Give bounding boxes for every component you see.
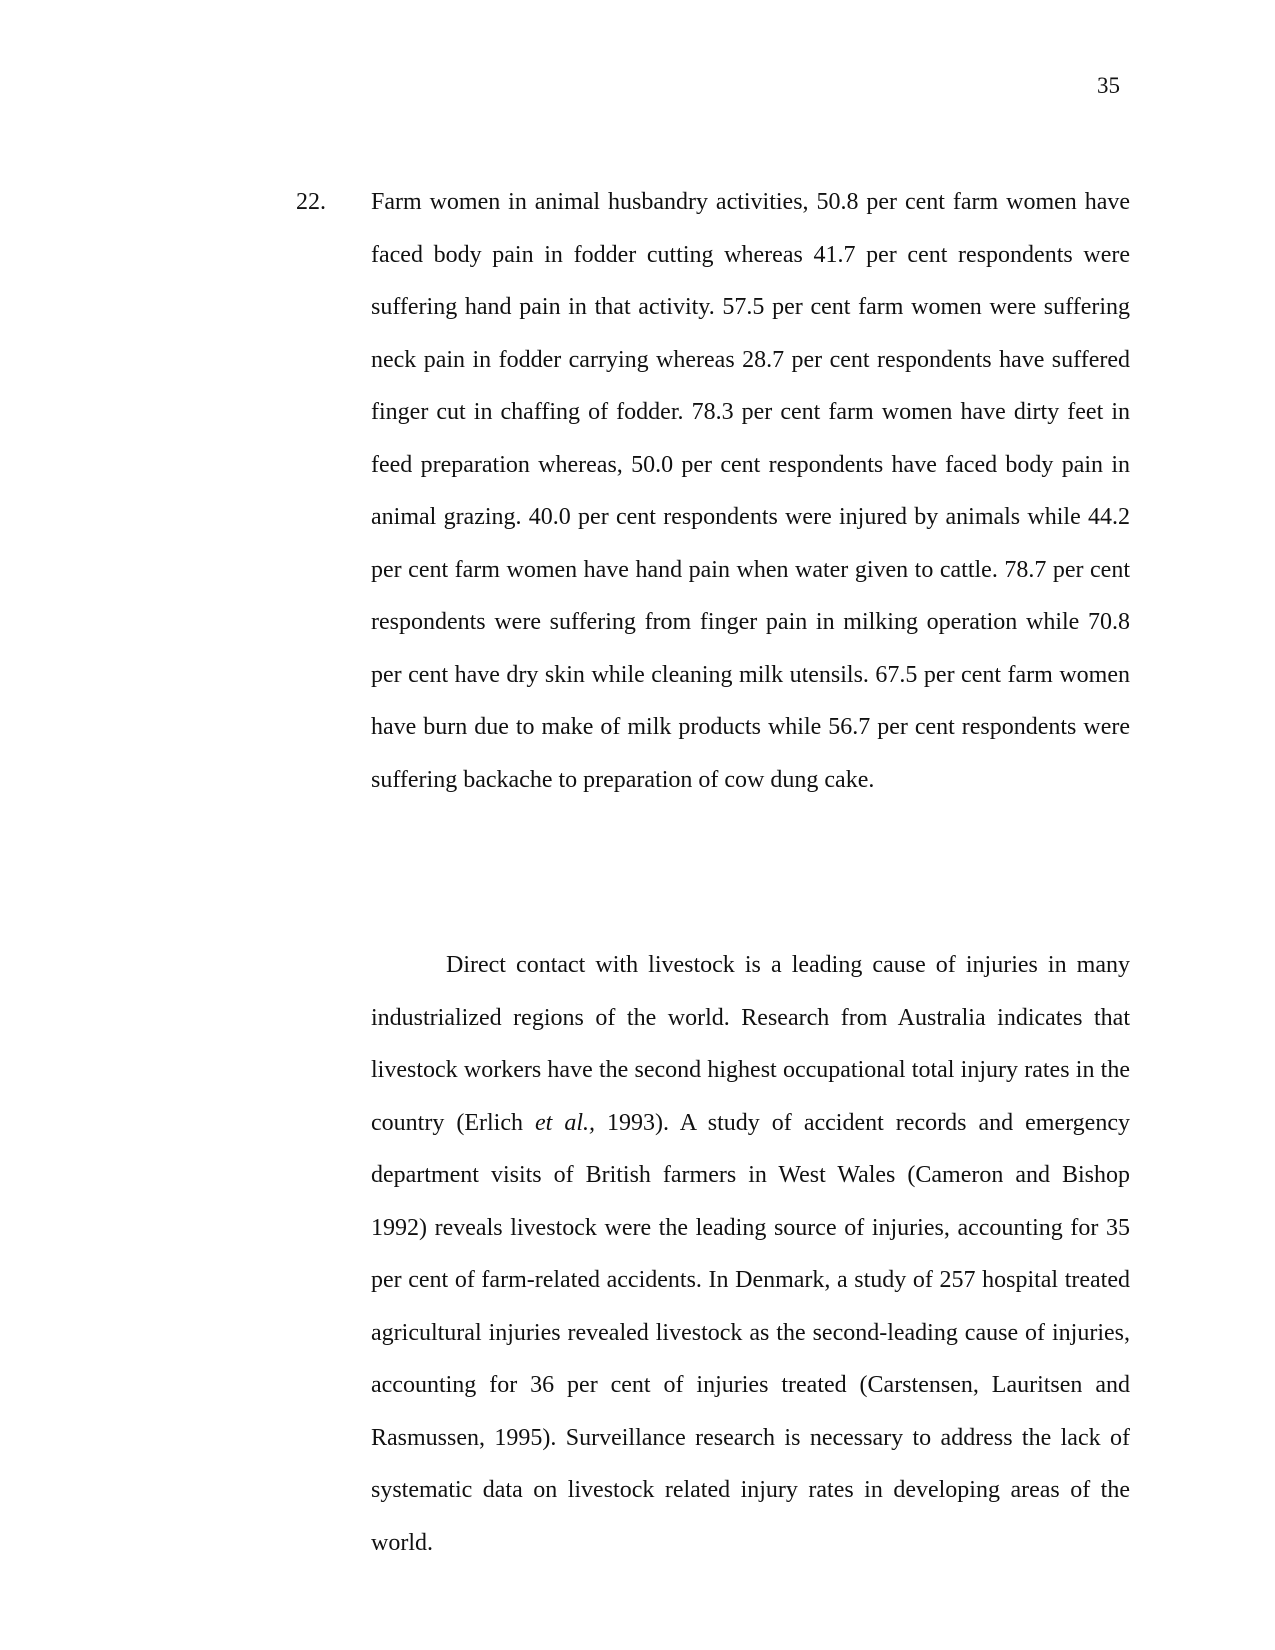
- paragraph-text-part1: Direct contact with livestock is a leading cause of injuries in many industrialized regions of the world. Research from Australia indicates that livestock workers have the second highest occupational total injury rates in the country (Erlich: [371, 952, 1130, 1136]
- body-paragraph: [371, 939, 1130, 1569]
- paragraph-text-part2: 1993). A study of accident records and emergency department visits of British farmers in West Wales (Cameron and Bishop 1992) reveals livestock were the leading source of injuries, accounting for 35 per cent of farm-related accidents. In Denmark, a study of 257 hospital treated agricultural injuries revealed livestock as the second-leading cause of injuries, accounting for 36 per cent of injuries treated (Carstensen, Lauritsen and Rasmussen, 1995). Surveillance research is necessary to address the lack of systematic data on livestock related injury rates in developing areas of the world.: [371, 1109, 1130, 1556]
- paragraph-citation-italic: et al.,: [535, 1109, 596, 1136]
- list-item-text: Farm women in animal husbandry activities, 50.8 per cent farm women have faced body pain in fodder cutting whereas 41.7 per cent respondents were suffering hand pain in that activity. 57.5 per cent farm women were suffering neck pain in fodder carrying whereas 28.7 per cent respondents have suffered finger cut in chaffing of fodder. 78.3 per cent farm women have dirty feet in feed preparation whereas, 50.0 per cent respondents have faced body pain in animal grazing. 40.0 per cent respondents were injured by animals while 44.2 per cent farm women have hand pain when water given to cattle. 78.7 per cent respondents were suffering from finger pain in milking operation while 70.8 per cent have dry skin while cleaning milk utensils. 67.5 per cent farm women have burn due to make of milk products while 56.7 per cent respondents were suffering backache to preparation of cow dung cake.: [371, 189, 1130, 793]
- list-item-number: 22.: [296, 189, 326, 215]
- page-number: 35: [1097, 73, 1120, 98]
